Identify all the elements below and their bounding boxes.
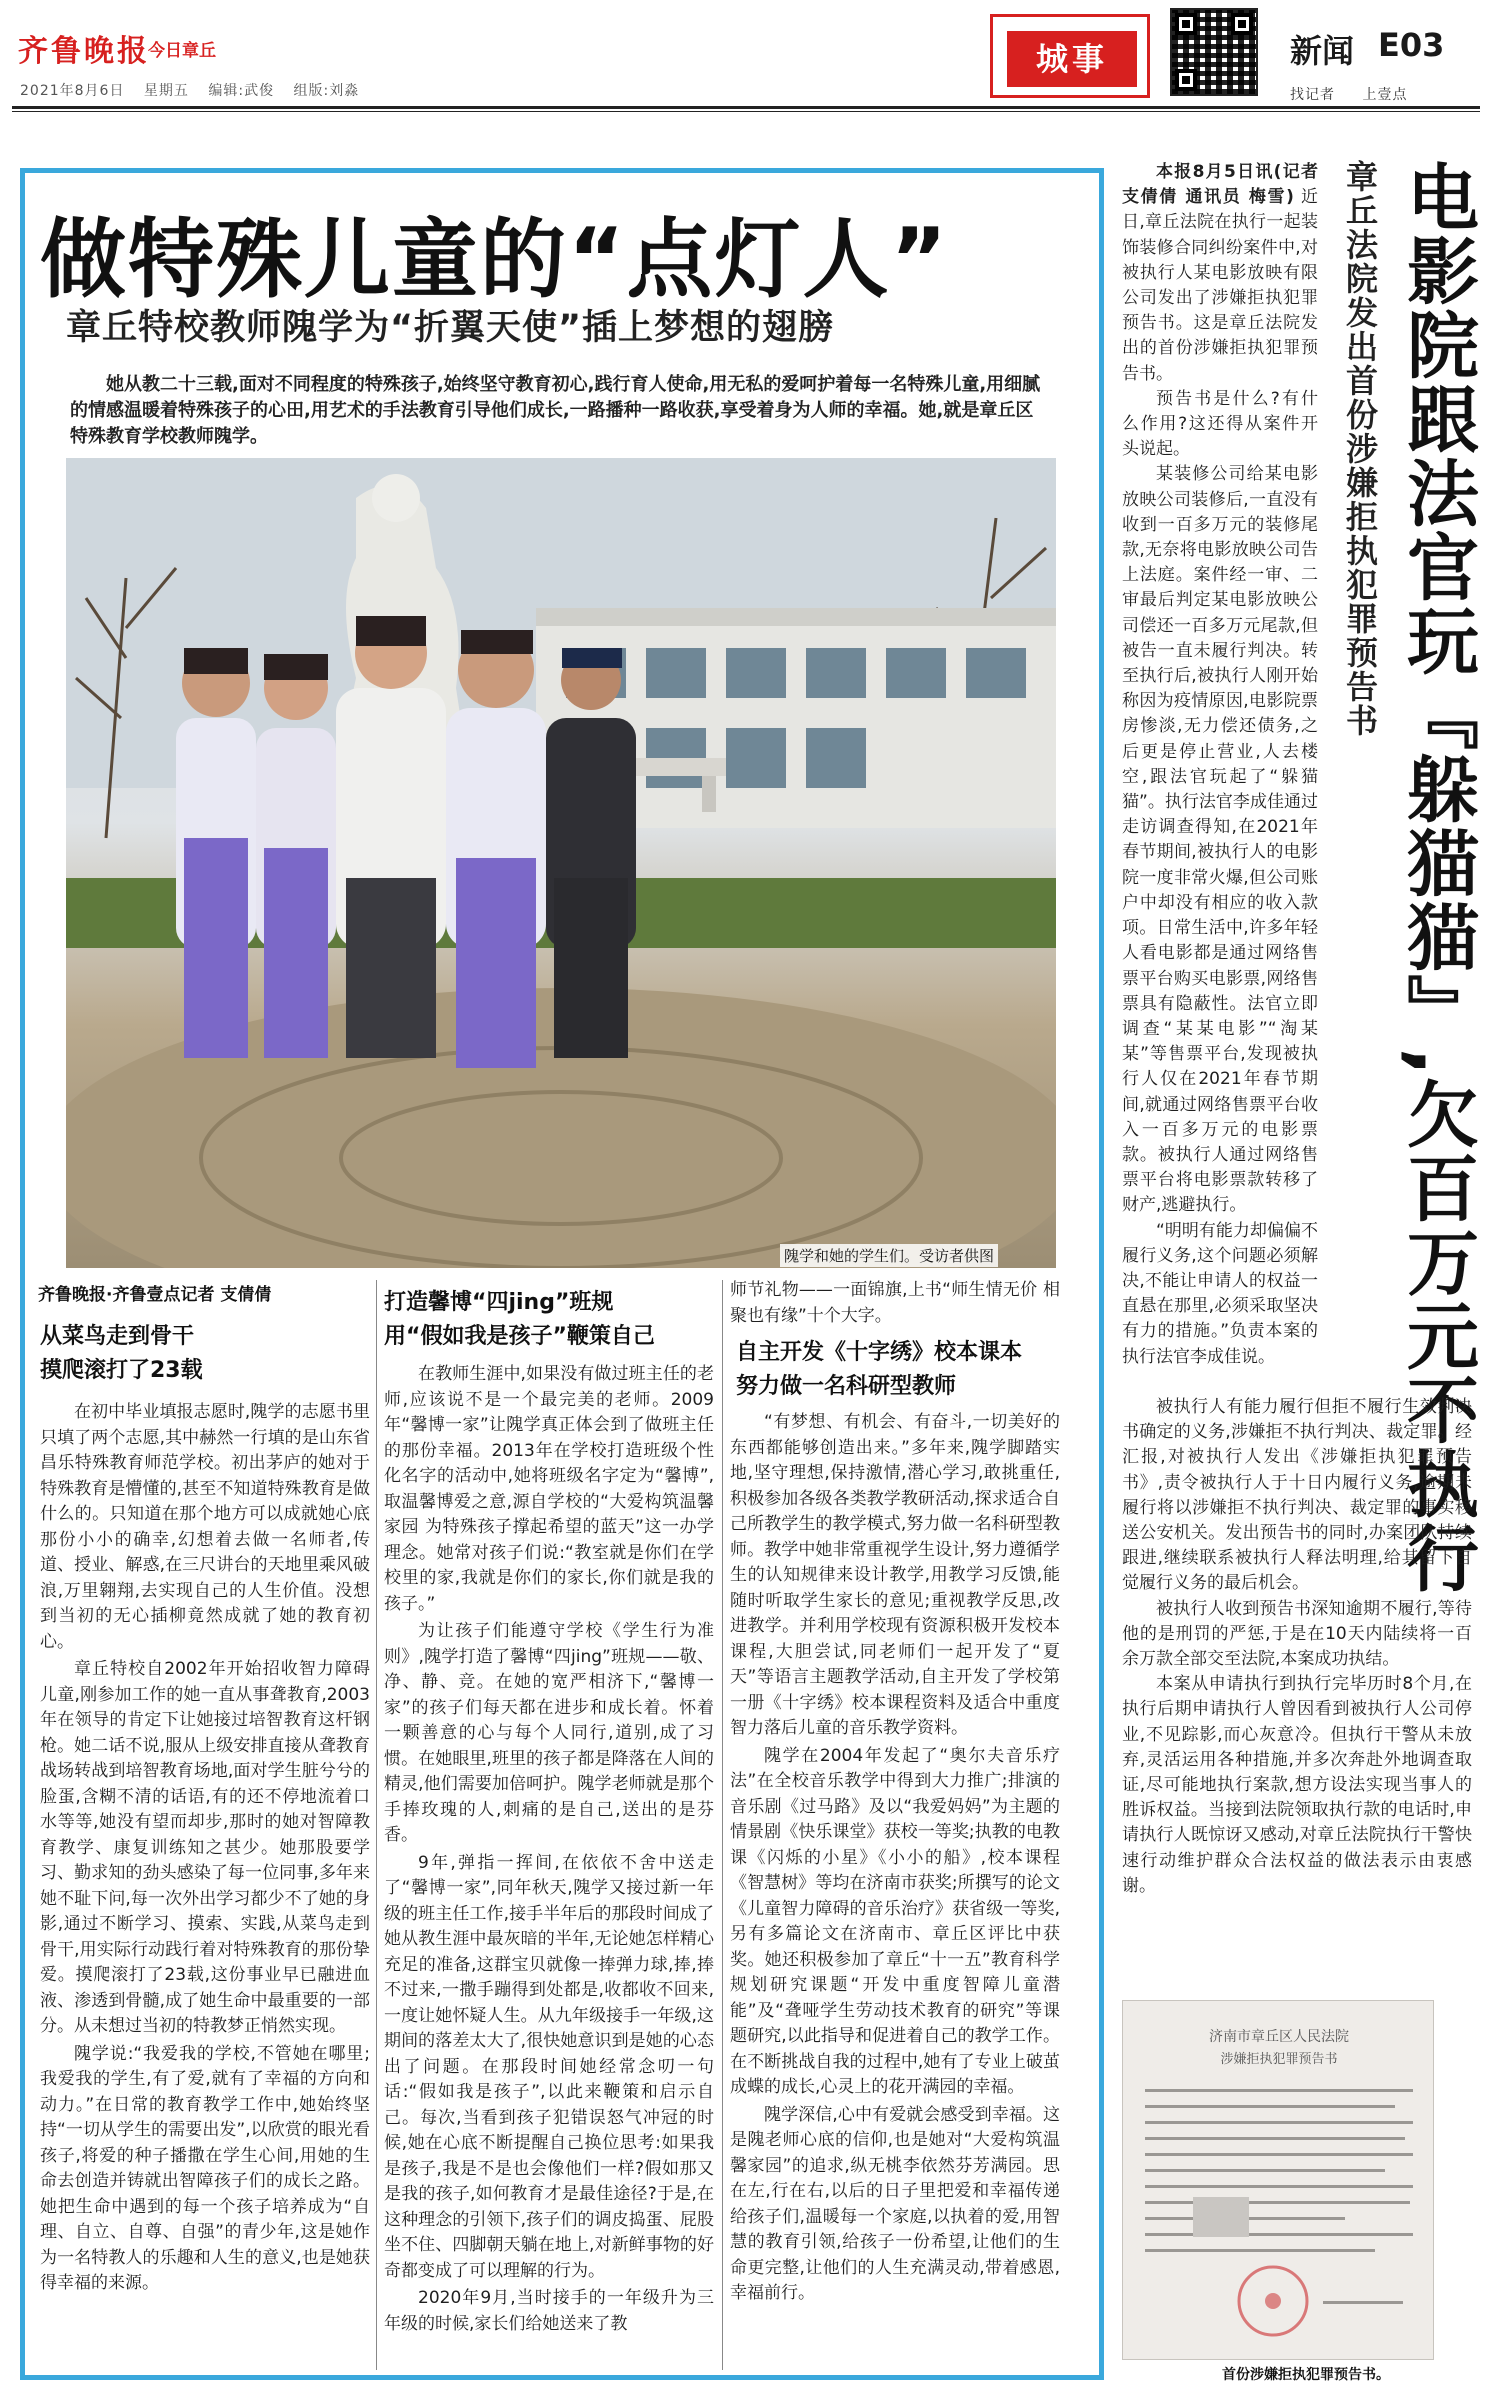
byline: 齐鲁晚报·齐鲁壹点记者 支倩倩	[38, 1285, 272, 1305]
section-heading-2	[384, 1286, 714, 1354]
main-headline: 做特殊儿童的“点灯人”	[40, 210, 950, 310]
paragraph: 近日,章丘法院在执行一起装饰装修合同纠纷案件中,对被执行人某电影放映有限公司发出了涉嫌拒执犯罪预告书。这是章丘法院发出的首份涉嫌拒执犯罪预告书。	[1122, 187, 1318, 384]
column-divider	[376, 1280, 377, 2370]
section-label: 城事	[1007, 31, 1137, 87]
paragraph: 隗学说:“我爱我的学校,不管她在哪里;我爱我的学生,有了爱,就有了幸福的方向和动力。”在日常的教育教学工作中,她始终坚持“一切从学生的需要出发”,以欣赏的眼光看孩子,将爱的种子播撒在学生心间,用她的生命去创造并铸就出智障孩子们的成长之路。她把生命中遇到的每一个孩子培养成为“自理、自立、自尊、自强”的青少年,这是她作为一名特教人的乐趣和人生的意义,也是她获得幸福的来源。	[40, 2043, 370, 2293]
credit-item: 上壹点	[1362, 87, 1408, 103]
doc-caption: 首份涉嫌拒执犯罪预告书。	[1222, 2367, 1390, 2383]
paragraph: 2020年9月,当时接手的一年级升为三年级的时候,家长们给她送来了教	[384, 2288, 714, 2334]
section-heading-line: 用“假如我是孩子”鞭策自己	[384, 1324, 655, 1349]
story-photo-illustration	[66, 458, 1056, 1268]
credit-item: 找记者	[1290, 87, 1335, 103]
paragraph: 在初中毕业填报志愿时,隗学的志愿书里只填了两个志愿,其中赫然一行填的是山东省昌乐特殊教育师范学校。初出茅庐的她对于特殊教育是懵懂的,甚至不知道特殊教育是做什么的。只知道在那个地方可以成就她心底那份小小的确幸,幻想着去做一名师者,传道、授业、解惑,在三尺讲台的天地里乘风破浪,万里翱翔,去实现自己的人生价值。没想到当初的无心插柳竟然成就了她的教育初心。	[40, 1402, 370, 1652]
side-column-narrow	[1122, 160, 1318, 1395]
photo-caption: 隗学和她的学生们。受访者供图	[780, 1244, 998, 1267]
section-heading-line: 打造馨博“四jing”班规	[384, 1290, 614, 1315]
section-heading-3	[736, 1336, 1066, 1404]
paragraph: 章丘特校自2002年开始招收智力障碍儿童,刚参加工作的她一直从事聋教育,2003年在领导的肯定下让她接过培智教育这杆钢枪。她二话不说,服从上级安排直接从聋教育战场转战到培智教育场地,面对学生脏兮兮的脸蛋,含糊不清的话语,有的还不停地流着口水等等,她没有望而却步,那时的她对智障教育教学、康复训练知之甚少。她那股要学习、勤求知的劲头感染了每一位同事,多年来她不耻下问,每一次外出学习都少不了她的身影,通过不断学习、摸索、实践,从菜鸟走到骨干,用实际行动践行着对特殊教育的那份挚爱。摸爬滚打了23载,这份事业早已融进血液、渗透到骨髓,成了她生命中最重要的一部分。从未想过当初的特教梦正悄然实现。	[40, 1659, 370, 2036]
issue-info	[20, 80, 373, 100]
paragraph: 9年,弹指一挥间,在依依不舍中送走了“馨博一家”,同年秋天,隗学又接过新一年级的班主任工作,接手半年后的那段时间成了她从教生涯中最灰暗的半年,无论她怎样精心充足的准备,这群宝贝就像一捧弹力球,捧,捧不过来,一撒手蹦得到处都是,收都收不回来,一度让她怀疑人生。从九年级接手一年级,这期间的落差太大了,很快她意识到是她的心态出了问题。在那段时间她经常念叨一句话:“假如我是孩子”,以此来鞭策和启示自己。每次,当看到孩子犯错误怒气冲冠的时候,她在心底不断提醒自己换位思考:如果我是孩子,我是不是也会像他们一样?假如那又是我的孩子,如何教育才是最佳途径?于是,在这种理念的引领下,孩子们的调皮捣蛋、屁股坐不住、四脚朝天躺在地上,对新鲜事物的好奇都变成了可以理解的行为。	[384, 1852, 714, 2281]
issue-date: 2021年8月6日	[20, 83, 125, 99]
header-divider-thin	[12, 111, 1480, 112]
layout-credit: 组版:刘淼	[293, 83, 360, 99]
editor-credit: 编辑:武俊	[208, 83, 275, 99]
main-lede: 她从教二十三载,面对不同程度的特殊孩子,始终坚守教育初心,践行育人使命,用无私的爱呵护着每一名特殊儿童,用细腻的情感温暖着特殊孩子的心田,用艺术的手法教育引导他们成长,一路播种一路收获,享受着身为人师的幸福。她,就是章丘区特殊教育学校教师隗学。	[70, 374, 1041, 447]
section-heading-line: 从菜鸟走到骨干	[40, 1324, 195, 1349]
section-heading-line: 努力做一名科研型教师	[736, 1374, 957, 1399]
news-label: 新闻	[1290, 32, 1355, 70]
article-column-1	[40, 1400, 370, 2370]
issue-weekday: 星期五	[143, 83, 189, 99]
paragraph: 本案从申请执行到执行完毕历时8个月,在执行后期申请执行人曾因看到被执行人公司停业,不见踪影,而心灰意冷。但执行干警从未放弃,灵活运用各种措施,并多次奔赴外地调查取证,尽可能地执行案款,想方设法实现当事人的胜诉权益。当接到法院领取执行款的电话时,申请执行人既惊讶又感动,对章丘法院执行干警快速行动维护群众合法权益的做法表示由衷感谢。	[1122, 1674, 1472, 1896]
paragraph: “明明有能力却偏偏不履行义务,这个问题必须解决,不能让申请人的权益一直悬在那里,必须采取坚决有力的措施。”负责本案的执行法官李成佳说。	[1122, 1220, 1318, 1367]
article-column-2	[384, 1362, 714, 2370]
edition-name: 今日章丘	[148, 41, 216, 61]
article-column-3	[730, 1410, 1060, 2370]
court-document-illustration	[1123, 2001, 1434, 2360]
doc-subtitle: 涉嫌拒执犯罪预告书	[1220, 2052, 1338, 2067]
side-headline: 电影院跟法官玩『躲猫猫』,欠百万元不执行	[1395, 160, 1479, 1596]
section-tab	[990, 14, 1150, 98]
side-column-wide	[1122, 1395, 1472, 1985]
masthead	[0, 0, 1488, 112]
court-document-photo	[1122, 2000, 1434, 2360]
qr-code-icon	[1170, 8, 1258, 96]
main-subhead: 章丘特校教师隗学为“折翼天使”插上梦想的翅膀	[66, 308, 835, 348]
dateline: 本报8月5日讯(记者 支倩倩 通讯员 梅雪)	[1122, 162, 1318, 208]
header-divider	[12, 106, 1480, 109]
paragraph: 某装修公司给某电影放映公司装修后,一直没有收到一百多万元的装修尾款,无奈将电影放映公司告上法庭。案件经一审、二审最后判定某电影放映公司偿还一百多万元尾款,但被告一直未履行判决。转至执行后,被执行人刚开始称因为疫情原因,电影院票房惨淡,无力偿还债务,之后更是停止营业,人去楼空,跟法官玩起了“躲猫猫”。执行法官李成佳通过走访调查得知,在2021年春节期间,被执行人的电影院一度非常火爆,但公司账户中却没有相应的收入款项。日常生活中,许多年轻人看电影都是通过网络售票平台购买电影票,网络售票具有隐蔽性。法官立即调查“某某电影”“淘某某”等售票平台,发现被执行人仅在2021年春节期间,就通过网络售票平台收入一百多万元的电影票款。被执行人通过网络售票平台将电影票款转移了财产,逃避执行。	[1122, 464, 1318, 1216]
header-credits	[1290, 84, 1429, 104]
story-photo	[66, 458, 1056, 1268]
section-heading-line: 自主开发《十字绣》校本课本	[736, 1340, 1023, 1365]
paragraph: 师节礼物——一面锦旗,上书“师生情无价 相聚也有缘”十个大字。	[730, 1280, 1060, 1326]
paragraph: “有梦想、有机会、有奋斗,一切美好的东西都能够创造出来。”多年来,隗学脚踏实地,坚守理想,保持激情,潜心学习,敢挑重任,积极参加各级各类教学教研活动,探求适合自己所教学生的教学模式,努力做一名科研型教师。教学中她非常重视学生设计,努力遵循学生的认知规律来设计教学,用教学习反馈,能随时听取学生家长的意见;重视教学反思,改进教学。并利用学校现有资源积极开发校本课程,大胆尝试,同老师们一起开发了“夏天”等语言主题教学活动,自主开发了学校第一册《十字绣》校本课程资料及适合中重度智力落后儿童的音乐教学资料。	[730, 1412, 1060, 1738]
page-number: E03	[1378, 26, 1445, 64]
column-divider	[722, 1280, 723, 2370]
paragraph: 为让孩子们能遵守学校《学生行为准则》,隗学打造了馨博“四jing”班规——敬、净、静、竞。在她的宽严相济下,“馨博一家”的孩子们每天都在进步和成长着。怀着一颗善意的心与每个人同行,道别,成了习惯。在她眼里,班里的孩子都是降落在人间的精灵,他们需要加倍呵护。隗学老师就是那个手捧玫瑰的人,刺痛的是自己,送出的是芬香。	[384, 1621, 714, 1845]
paragraph: 被执行人收到预告书深知逾期不履行,等待他的是刑罚的严惩,于是在10天内陆续将一百余万款全部交至法院,本案成功执结。	[1122, 1598, 1472, 1670]
paragraph: 在教师生涯中,如果没有做过班主任的老师,应该说不是一个最完美的老师。2009年“馨博一家”让隗学真正体会到了做班主任的那份幸福。2013年在学校打造班级个性化名字的活动中,她将班级名字定为“馨博”,取温馨博爱之意,源自学校的“大爱构筑温馨家园 为特殊孩子撑起希望的蓝天”这一办学理念。她常对孩子们说:“教室就是你们在学校里的家,我就是你们的家长,你们就是我的孩子。”	[384, 1364, 714, 1614]
section-heading-1	[40, 1320, 370, 1388]
article-column-3-intro	[730, 1278, 1060, 1331]
paragraph: 隗学在2004年发起了“奥尔夫音乐疗法”在全校音乐教学中得到大力推广;排演的音乐剧《过马路》及以“我爱妈妈”为主题的情景剧《快乐课堂》获校一等奖;执教的电教课《闪烁的小星》《小小的船》,校本课程《智慧树》等均在济南市获奖;所撰写的论文《儿童智力障碍的音乐治疗》获省级一等奖,另有多篇论文在济南市、章丘区评比中获奖。她还积极参加了章丘“十一五”教育科学规划研究课题“开发中重度智障儿童潜能”及“聋哑学生劳动技术教育的研究”等课题研究,以此指导和促进着自己的教学工作。在不断挑战自我的过程中,她有了专业上破茧成蝶的成长,心灵上的花开满园的幸福。	[730, 1745, 1060, 2097]
side-subhead: 章丘法院发出首份涉嫌拒执犯罪预告书	[1341, 160, 1379, 738]
doc-title: 济南市章丘区人民法院	[1209, 2029, 1349, 2045]
newspaper-logo: 齐鲁晚报	[18, 34, 150, 69]
paragraph: 预告书是什么?有什么作用?这还得从案件开头说起。	[1122, 388, 1318, 460]
paragraph: 隗学深信,心中有爱就会感受到幸福。这是隗老师心底的信仰,也是她对“大爱构筑温馨家园”的追求,纵无桃李依然芬芳满园。思在左,行在右,以后的日子里把爱和幸福传递给孩子们,温暖每一个家庭,以执着的爱,用智慧的教育引领,给孩子一份希望,让他们的生命更完整,让他们的人生充满灵动,带着感恩,幸福前行。	[730, 2104, 1060, 2303]
paragraph: 被执行人有能力履行但拒不履行生效判决书确定的义务,涉嫌拒不执行判决、裁定罪。经汇报,对被执行人发出《涉嫌拒执犯罪预告书》,责令被执行人于十日内履行义务,逾期未履行将以涉嫌拒不执行判决、裁定罪的事实移送公安机关。发出预告书的同时,办案团队持续跟进,继续联系被执行人释法明理,给其留下自觉履行义务的最后机会。	[1122, 1397, 1472, 1594]
section-heading-line: 摸爬滚打了23载	[40, 1358, 203, 1383]
